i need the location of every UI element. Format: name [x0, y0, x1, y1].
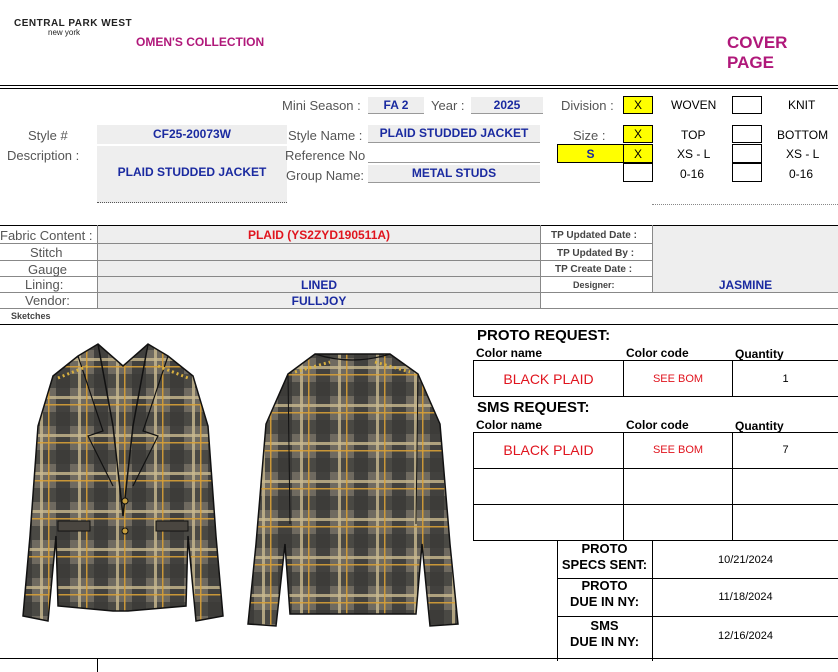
table-row: BLACK PLAID	[503, 442, 594, 458]
mini-season-value: FA 2	[368, 97, 424, 114]
description-label: Description :	[7, 148, 80, 163]
designer-label: Designer:	[573, 280, 615, 290]
size-top-range-2: 0-16	[680, 167, 705, 181]
size-top-label: TOP	[681, 128, 706, 142]
size-top-range-1: XS - L	[677, 147, 711, 161]
reference-number-value	[368, 146, 540, 163]
division-knit-checkbox[interactable]	[732, 96, 762, 114]
proto-due-label-1: PROTO	[581, 578, 628, 593]
brand-logo	[14, 18, 132, 37]
tp-create-date-label: TP Create Date :	[555, 264, 633, 275]
sms-table-hline	[473, 468, 838, 469]
style-number-label: Style #	[28, 128, 68, 143]
size-bottom-label: BOTTOM	[777, 128, 829, 142]
proto-specs-sent-label	[557, 541, 652, 573]
size-bottom-checkbox[interactable]	[732, 125, 762, 143]
proto-due-value: 11/18/2024	[718, 591, 773, 603]
tp-updated-by-label: TP Updated By :	[557, 248, 635, 259]
sms-due-value: 12/16/2024	[717, 630, 774, 642]
fabric-content-value: PLAID (YS2ZYD190511A)	[247, 228, 391, 242]
size-top-checkbox[interactable]: X	[623, 125, 653, 143]
lining-label: Lining:	[25, 277, 64, 292]
style-number-value: CF25-20073W	[97, 125, 287, 144]
size-bottom-range-1: XS - L	[786, 147, 820, 161]
brand-city: new york	[48, 28, 81, 37]
brand-name: CENTRAL PARK WEST	[14, 18, 133, 29]
proto-due-label	[557, 578, 652, 610]
sms-col-color-name: Color name	[476, 418, 543, 432]
year-label: Year :	[431, 98, 465, 113]
header-divider-2	[0, 88, 838, 89]
proto-col-color-name: Color name	[476, 346, 543, 360]
division-woven-label: WOVEN	[671, 98, 717, 112]
fabric-grid-bottom	[0, 324, 838, 325]
division-label: Division :	[561, 98, 614, 113]
collection-title: OMEN'S COLLECTION	[136, 35, 265, 49]
size-divider	[652, 204, 838, 205]
proto-col-color-code: Color code	[626, 346, 689, 360]
gauge-bg	[98, 261, 540, 276]
proto-due-label-2: DUE IN NY:	[569, 594, 640, 609]
fabric-content-label: Fabric Content :	[0, 228, 93, 243]
size-s-checkbox[interactable]: X	[623, 144, 653, 163]
size-top-range-2-checkbox[interactable]	[623, 163, 653, 182]
header-divider	[0, 85, 838, 86]
gauge-label: Gauge	[28, 262, 68, 277]
size-bottom-range-2-checkbox[interactable]	[732, 163, 762, 182]
table-row: SEE BOM	[652, 372, 704, 385]
year-value: 2025	[471, 97, 543, 114]
proto-specs-sent-value: 10/21/2024	[717, 553, 774, 566]
sms-col-color-code: Color code	[626, 418, 689, 432]
sms-due-label-1: SMS	[590, 618, 619, 633]
sketches-label: Sketches	[11, 311, 51, 321]
stitch-label: Stitch	[30, 245, 63, 260]
proto-col-quantity: Quantity	[735, 347, 784, 361]
fabric-grid-line	[0, 308, 838, 309]
proto-request-title: PROTO REQUEST:	[477, 327, 611, 344]
size-label: Size :	[573, 128, 606, 143]
mini-season-label: Mini Season :	[282, 98, 361, 113]
vendor-value: FULLJOY	[291, 294, 347, 308]
fabric-grid-vline	[540, 225, 541, 309]
table-row: 7	[782, 444, 789, 456]
table-row: SEE BOM	[652, 444, 704, 456]
division-woven-checkbox[interactable]: X	[623, 96, 653, 114]
table-row: 1	[782, 372, 789, 385]
sms-due-label	[557, 618, 652, 650]
page-bottom-line	[0, 658, 838, 659]
sms-col-quantity: Quantity	[735, 419, 784, 433]
size-bottom-range-2: 0-16	[789, 167, 814, 181]
proto-specs-sent-label-2: SPECS SENT:	[561, 557, 648, 572]
style-name-label: Style Name :	[288, 128, 363, 143]
table-row: BLACK PLAID	[503, 370, 594, 387]
style-name-value: PLAID STUDDED JACKET	[368, 125, 540, 143]
sms-due-label-2: DUE IN NY:	[569, 634, 640, 649]
vendor-label: Vendor:	[25, 293, 70, 308]
reference-number-label: Reference No	[285, 148, 366, 163]
proto-specs-sent-label-1: PROTO	[581, 541, 628, 556]
bottom-vline	[97, 658, 98, 672]
designer-value: JASMINE	[718, 278, 773, 292]
page-title: COVER PAGE	[727, 33, 788, 72]
stitch-bg	[98, 244, 540, 260]
sms-table-hline	[473, 504, 838, 505]
group-name-value: METAL STUDS	[368, 165, 540, 183]
tp-updated-date-label: TP Updated Date :	[551, 230, 637, 241]
division-knit-label: KNIT	[788, 98, 816, 112]
jacket-sketch-front	[18, 336, 228, 626]
lining-value: LINED	[301, 278, 337, 292]
group-name-label: Group Name:	[286, 168, 365, 183]
size-bottom-range-1-checkbox[interactable]	[732, 144, 762, 163]
sms-request-title: SMS REQUEST:	[477, 399, 590, 416]
jacket-sketch-back	[240, 344, 465, 629]
size-s-field: S	[557, 144, 624, 163]
description-value: PLAID STUDDED JACKET	[97, 146, 287, 203]
